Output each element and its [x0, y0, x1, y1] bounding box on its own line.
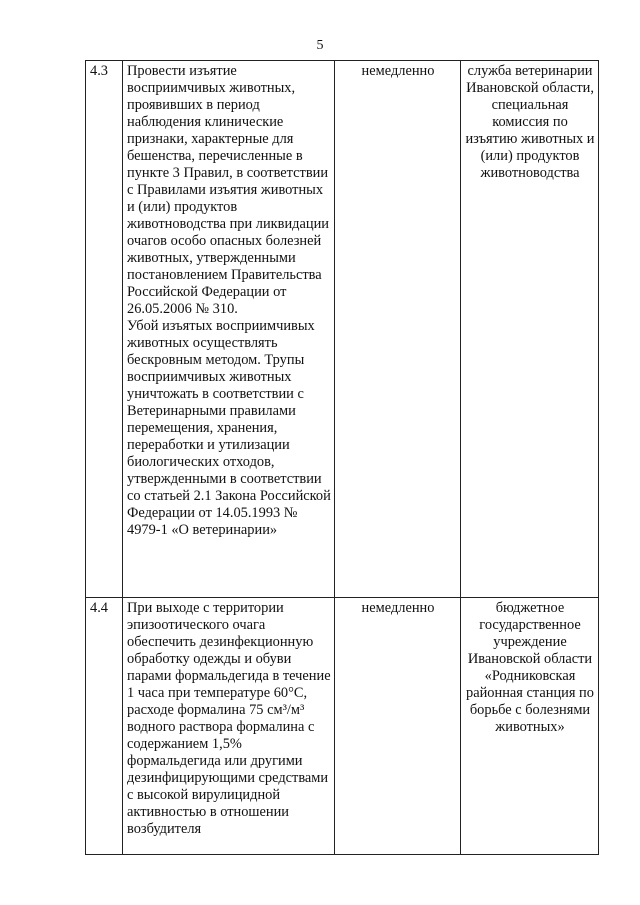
measure-paragraph: При выходе с территории эпизоотического очага обеспечить дезинфекционную обработку одежды и обуви парами формальдегида в течение 1 часа при температуре 60°С, расходе формалина 75 см³/м³ водного раствора формалина с содержанием 1,5% формальдегида или другими дезинфицирующими средствами с высокой вирулицидной активностью в отношении возбудителя	[127, 600, 331, 837]
measure-description	[123, 598, 335, 855]
page-number: 5	[316, 38, 324, 53]
item-number: 4.4	[86, 598, 123, 855]
measure-paragraph: Провести изъятие восприимчивых животных, проявивших в период наблюдения клинические признаки, характерные для бешенства, перечисленные в пункте 3 Правил, в соответствии с Правилами изъятия животных и (или) продуктов животноводства при ликвидации очагов особо опасных болезней животных, утвержденными постановлением Правительства Российской Федерации от 26.05.2006 № 310.	[127, 63, 329, 317]
measure-executor: бюджетное государственное учреждение Ивановской области «Родниковская районная станция по борьбе с болезнями животных»	[461, 598, 599, 855]
table-row	[86, 61, 599, 598]
measure-executor: служба ветеринарии Ивановской области, специальная комиссия по изъятию животных и (или) продуктов животноводства	[461, 61, 599, 598]
measure-deadline: немедленно	[335, 598, 461, 855]
table-row	[86, 598, 599, 855]
measure-description	[123, 61, 335, 598]
measures-table	[85, 60, 599, 855]
measure-deadline: немедленно	[335, 61, 461, 598]
measure-paragraph: Убой изъятых восприимчивых животных осуществлять бескровным методом. Трупы восприимчивых животных уничтожать в соответствии с Ветеринарными правилами перемещения, хранения, переработки и утилизации биологических отходов, утвержденными в соответствии со статьей 2.1 Закона Российской Федерации от 14.05.1993 № 4979-1 «О ветеринарии»	[127, 318, 331, 538]
item-number: 4.3	[86, 61, 123, 598]
